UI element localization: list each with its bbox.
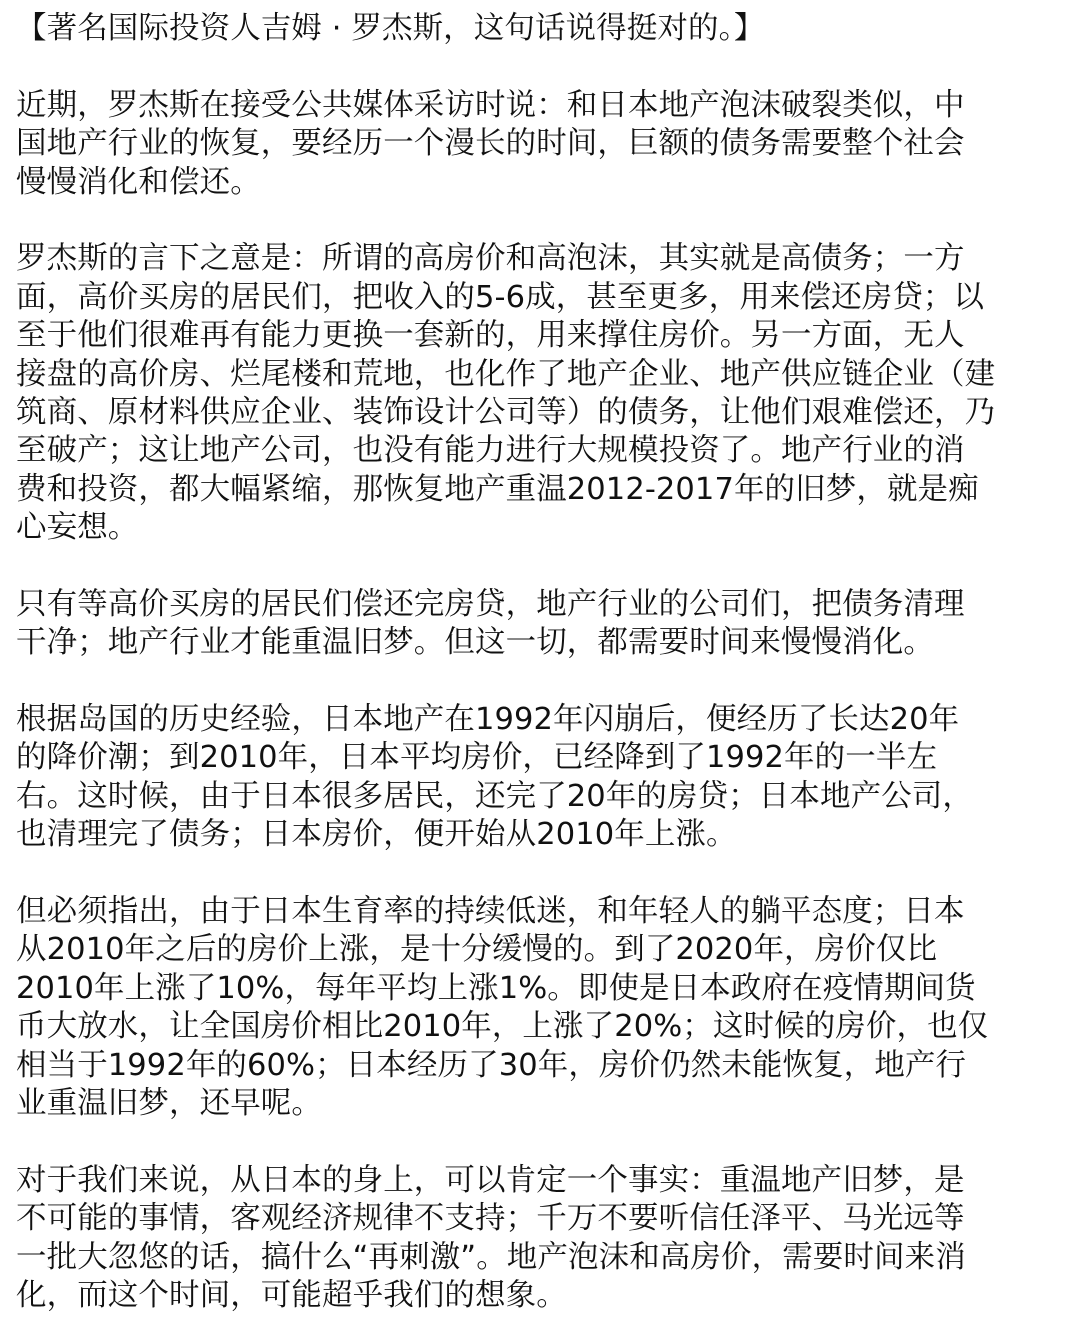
paragraph-line: 也清理完了债务；日本房价，便开始从2010年上涨。 <box>16 817 737 853</box>
paragraph-line: 相当于1992年的60%；日本经历了30年，房价仍然未能恢复，地产行 <box>16 1047 967 1083</box>
paragraph <box>16 87 1058 202</box>
paragraph-line: 罗杰斯的言下之意是：所谓的高房价和高泡沫，其实就是高债务；一方 <box>16 241 965 277</box>
paragraph-line: 不可能的事情，客观经济规律不支持；千万不要听信任泽平、马光远等 <box>16 1201 965 1237</box>
paragraph-line: 从2010年之后的房价上涨，是十分缓慢的。到了2020年，房价仅比 <box>16 932 938 968</box>
paragraph-line: 业重温旧梦，还早呢。 <box>16 1085 322 1121</box>
paragraph <box>16 893 1058 1123</box>
paragraph <box>16 586 1058 663</box>
paragraph-line: 化，而这个时间，可能超乎我们的想象。 <box>16 1277 567 1313</box>
paragraph-line: 右。这时候，由于日本很多居民，还完了20年的房贷；日本地产公司， <box>16 778 974 814</box>
paragraph-line: 至于他们很难再有能力更换一套新的，用来撑住房价。另一方面，无人 <box>16 318 965 354</box>
paragraph-line: 根据岛国的历史经验，日本地产在1992年闪崩后，便经历了长达20年 <box>16 702 960 738</box>
paragraph-line: 面，高价买房的居民们，把收入的5-6成，甚至更多，用来偿还房贷；以 <box>16 279 985 315</box>
paragraph-line: 国地产行业的恢复，要经历一个漫长的时间，巨额的债务需要整个社会 <box>16 126 965 162</box>
paragraph-line: 慢慢消化和偿还。 <box>16 164 261 200</box>
paragraph-line: 但必须指出，由于日本生育率的持续低迷，和年轻人的躺平态度；日本 <box>16 893 965 929</box>
paragraph-line: 费和投资，都大幅紧缩，那恢复地产重温2012-2017年的旧梦，就是痴 <box>16 471 979 507</box>
paragraph-line: 筑商、原材料供应企业、装饰设计公司等）的债务，让他们艰难偿还，乃 <box>16 394 996 430</box>
paragraph <box>16 240 1058 547</box>
paragraph-line: 接盘的高价房、烂尾楼和荒地，也化作了地产企业、地产供应链企业（建 <box>16 356 996 392</box>
headline: 【著名国际投资人吉姆 · 罗杰斯，这句话说得挺对的。】 <box>16 11 765 46</box>
article-body <box>16 87 1058 1316</box>
paragraph-line: 心妄想。 <box>16 510 139 546</box>
paragraph <box>16 1162 1058 1316</box>
paragraph-line: 2010年上涨了10%，每年平均上涨1%。即使是日本政府在疫情期间货 <box>16 970 976 1006</box>
paragraph-line: 的降价潮；到2010年，日本平均房价，已经降到了1992年的一半左 <box>16 740 938 776</box>
paragraph-line: 干净；地产行业才能重温旧梦。但这一切，都需要时间来慢慢消化。 <box>16 625 934 661</box>
paragraph-line: 近期，罗杰斯在接受公共媒体采访时说：和日本地产泡沫破裂类似，中 <box>16 87 965 123</box>
paragraph-line: 对于我们来说，从日本的身上，可以肯定一个事实：重温地产旧梦，是 <box>16 1162 965 1198</box>
paragraph <box>16 701 1058 855</box>
paragraph-line: 至破产；这让地产公司，也没有能力进行大规模投资了。地产行业的消 <box>16 433 965 469</box>
paragraph-line: 币大放水，让全国房价相比2010年，上涨了20%；这时候的房价，也仅 <box>16 1009 989 1045</box>
paragraph-line: 一批大忽悠的话，搞什么“再刺激”。地产泡沫和高房价，需要时间来消 <box>16 1239 966 1275</box>
paragraph-line: 只有等高价买房的居民们偿还完房贷，地产行业的公司们，把债务清理 <box>16 586 965 622</box>
